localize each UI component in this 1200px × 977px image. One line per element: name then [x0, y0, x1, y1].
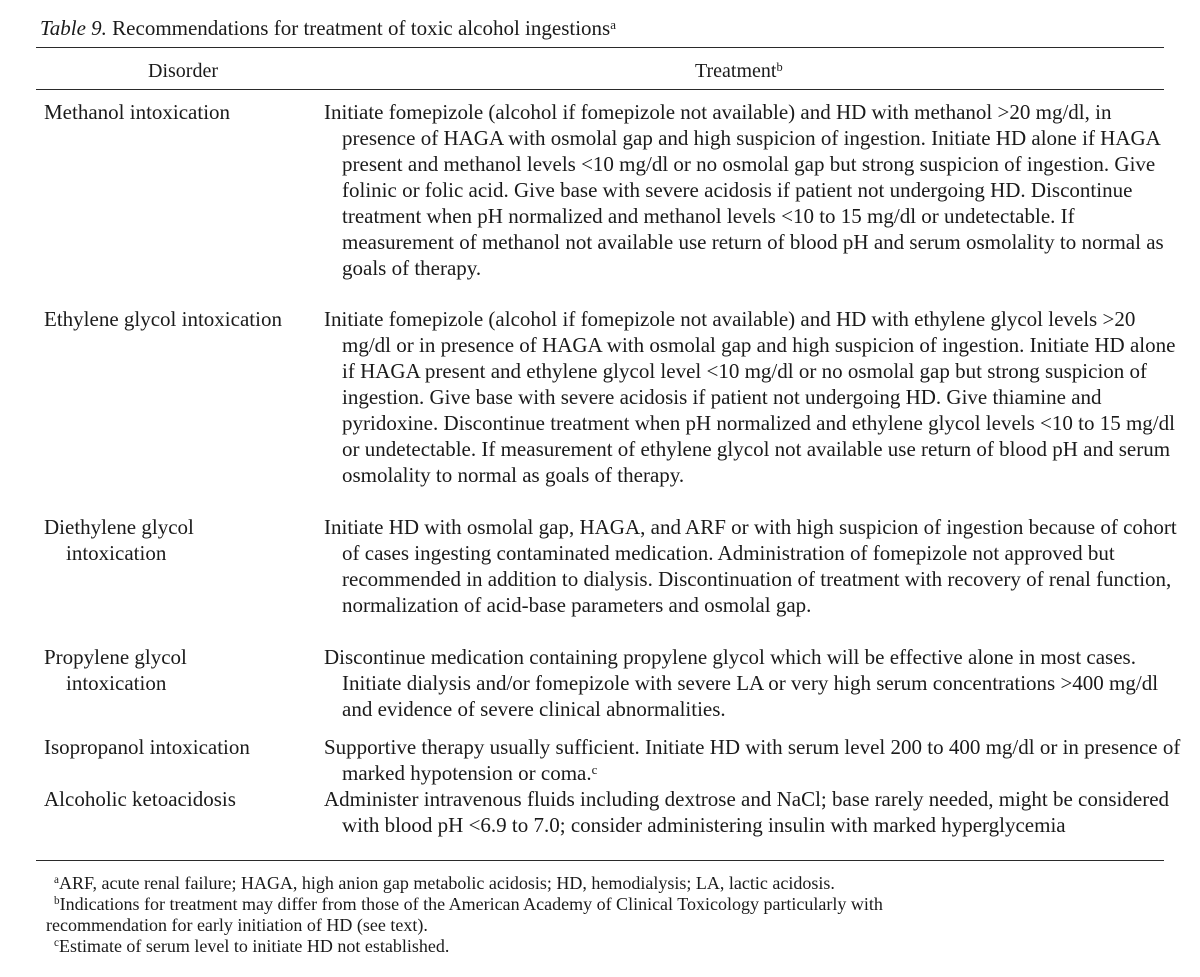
- top-rule: [36, 47, 1164, 48]
- disorder-name: Diethylene glycol: [44, 515, 194, 539]
- column-header-disorder: Disorder: [148, 60, 218, 82]
- disorder-name: Methanol intoxication: [44, 100, 231, 124]
- column-header-treatment-text: Treatment: [695, 60, 777, 82]
- footnote-b-text-line2: recommendation for early initiation of HD (see text).: [46, 915, 428, 935]
- disorder-cell: [0, 644, 326, 734]
- caption-footnote-mark: a: [610, 16, 616, 32]
- table-row: [0, 306, 1200, 514]
- table-row: [0, 99, 1200, 306]
- treatment-footnote-mark: c: [591, 761, 598, 777]
- treatment-cell: Administer intravenous fluids including dextrose and NaCl; base rarely needed, might be considered with blood pH <6.9 to 7.0; consider administering insulin with marked hyperglycemia: [324, 787, 1170, 837]
- footnote-a-mark: a: [54, 874, 59, 887]
- disorder-name: Alcoholic ketoacidosis: [44, 787, 236, 811]
- disorder-name-continuation: intoxication: [66, 671, 167, 695]
- bottom-rule: [36, 860, 1164, 861]
- disorder-cell: [0, 786, 326, 866]
- footnote-c: [54, 936, 1154, 957]
- footnote-b: [46, 894, 1154, 936]
- treatment-cell: Discontinue medication containing propylene glycol which will be effective alone in most cases. Initiate dialysis and/or fomepizole with severe LA or very high serum concentrations >400 mg/dl and evidence of severe clinical abnormalities.: [324, 645, 1159, 721]
- disorder-name: Ethylene glycol intoxication: [44, 307, 282, 331]
- treatment-cell: Initiate fomepizole (alcohol if fomepizole not available) and HD with methanol >20 mg/dl, in presence of HAGA with osmolal gap and high suspicion of ingestion. Initiate HD alone if HAGA present and methanol levels <10 mg/dl or no osmolal gap but strong suspicion of ingestion. Give folinic or folic acid. Give base with severe acidosis if patient not undergoing HD. Discontinue treatment when pH normalized and methanol levels <10 to 15 mg/dl or undetectable. If measurement of methanol not available use return of blood pH and serum osmolality to normal as goals of therapy.: [324, 100, 1164, 280]
- treatment-cell: [324, 734, 1184, 786]
- disorder-cell: [0, 306, 326, 514]
- column-header-treatment-mark: b: [776, 59, 783, 74]
- footnote-c-text: Estimate of serum level to initiate HD not established.: [58, 936, 450, 956]
- footnote-c-mark: c: [54, 937, 59, 950]
- treatment-cell: Initiate HD with osmolal gap, HAGA, and ARF or with high suspicion of ingestion because of cohort of cases ingesting contaminated medication. Administration of fomepizole not approved but recommended in addition to dialysis. Discontinuation of treatment with recovery of renal function, normalization of acid-base parameters and osmolal gap.: [324, 515, 1177, 617]
- table-row: [0, 514, 1200, 644]
- treatment-cell: Initiate fomepizole (alcohol if fomepizole not available) and HD with ethylene glycol levels >20 mg/dl or in presence of HAGA with osmolal gap and high suspicion of ingestion. Initiate HD alone if HAGA present and ethylene glycol level <10 mg/dl or no osmolal gap but strong suspicion of ingestion. Give base with severe acidosis if patient not undergoing HD. Give thiamine and pyridoxine. Discontinue treatment when pH normalized and ethylene glycol levels <10 to 15 mg/dl or undetectable. If measurement of ethylene glycol not available use return of blood pH and serum osmolality to normal as goals of therapy.: [324, 307, 1176, 487]
- column-header-treatment: [695, 58, 783, 84]
- treatment-text: Supportive therapy usually sufficient. Initiate HD with serum level 200 to 400 mg/dl or in presence of marked hypotension or coma.: [324, 735, 1181, 785]
- footnote-a: [54, 873, 1154, 894]
- disorder-cell: [0, 514, 326, 644]
- table-caption: [40, 14, 616, 42]
- table-body: [0, 99, 1200, 866]
- disorder-name: Isopropanol intoxication: [44, 735, 250, 759]
- table-row: [0, 644, 1200, 734]
- table-row: [0, 786, 1200, 866]
- caption-title: Recommendations for treatment of toxic alcohol ingestions: [106, 16, 611, 40]
- disorder-name-continuation: intoxication: [66, 541, 167, 565]
- footnote-b-mark: b: [54, 895, 60, 908]
- table-row: [0, 734, 1200, 786]
- disorder-name: Propylene glycol: [44, 645, 187, 669]
- footnote-b-text-line1: Indications for treatment may differ from those of the American Academy of Clinical Toxicology particularly with: [59, 894, 883, 914]
- caption-label: Table 9.: [40, 16, 107, 40]
- disorder-cell: [0, 734, 326, 786]
- disorder-cell: [0, 99, 326, 306]
- header-rule: [36, 89, 1164, 90]
- footnote-a-text: ARF, acute renal failure; HAGA, high anion gap metabolic acidosis; HD, hemodialysis; LA, lactic acidosis.: [58, 873, 835, 893]
